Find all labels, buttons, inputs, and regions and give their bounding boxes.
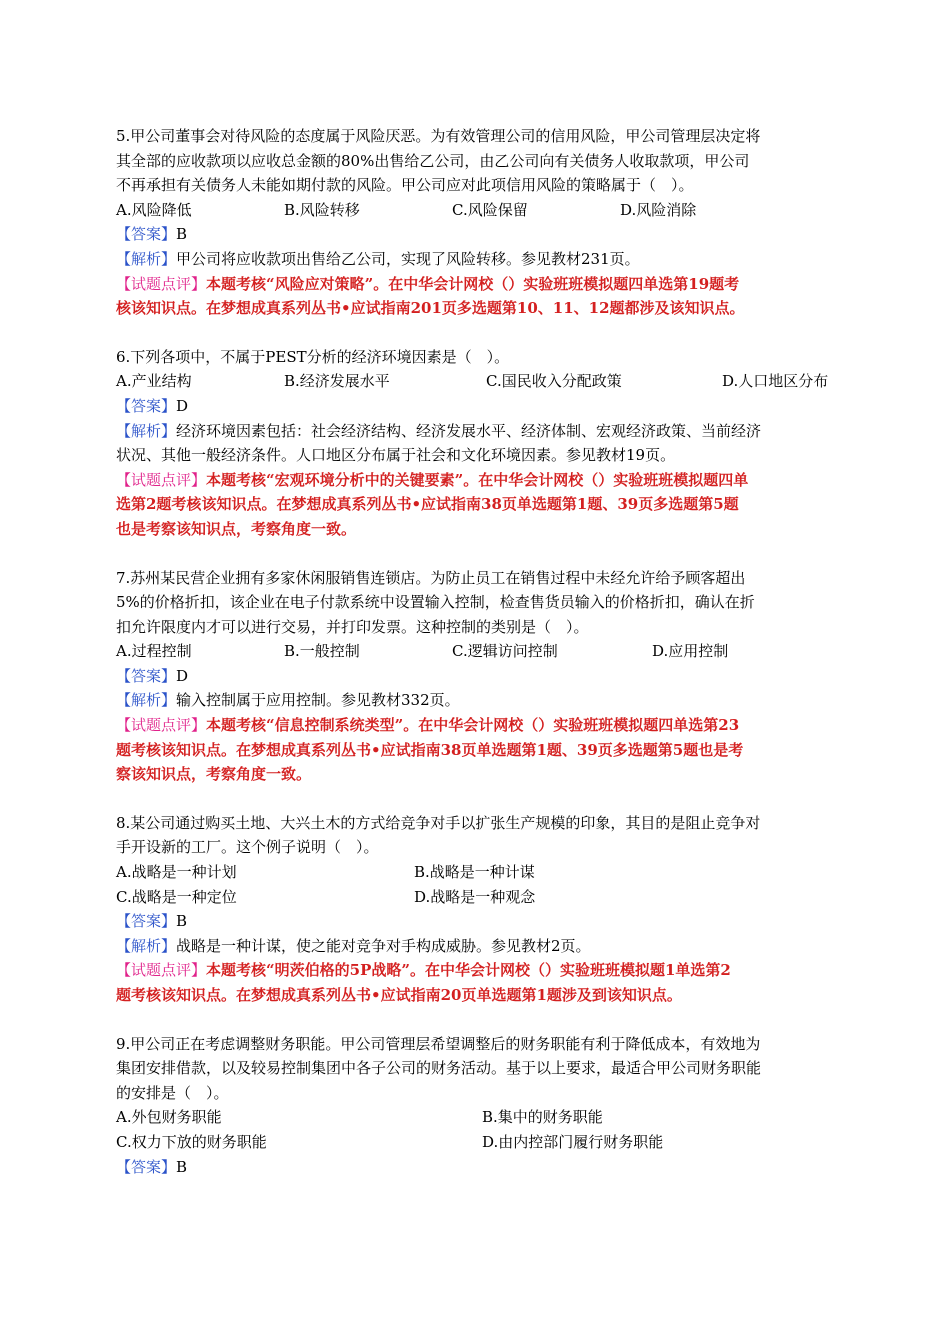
options-row bbox=[116, 369, 836, 394]
question-stem-line: 8.某公司通过购买土地、大兴土木的方式给竞争对手以扩张生产规模的印象，其目的是阻止竞争对 bbox=[116, 813, 761, 832]
comment-tag: 【试题点评】 bbox=[116, 716, 207, 735]
options-row bbox=[116, 860, 836, 885]
analysis-tag: 【解析】 bbox=[116, 249, 177, 268]
analysis-line bbox=[116, 419, 836, 444]
comment-text: 察该知识点，考察角度一致。 bbox=[116, 765, 312, 784]
question-stem-line: 7.苏州某民营企业拥有多家休闲服销售连锁店。为防止员工在销售过程中未经允许给予顾客超出 bbox=[116, 568, 746, 587]
answer-tag: 【答案】 bbox=[116, 666, 177, 685]
answer-line bbox=[116, 664, 836, 689]
options-row bbox=[116, 198, 836, 223]
option-d: D.应用控制 bbox=[652, 642, 729, 661]
answer-tag: 【答案】 bbox=[116, 225, 177, 244]
options-row bbox=[116, 1105, 836, 1130]
analysis-text: 战略是一种计谋，使之能对竞争对手构成威胁。参见教材2页。 bbox=[176, 936, 591, 955]
comment-text: 选第2题考核该知识点。在梦想成真系列丛书•应试指南38页单选题第1题、39页多选题第5题 bbox=[116, 495, 739, 514]
analysis-line bbox=[116, 688, 836, 713]
option-a: A.外包财务职能 bbox=[116, 1108, 222, 1127]
option-b: B.集中的财务职能 bbox=[482, 1108, 603, 1127]
question-5 bbox=[116, 124, 836, 321]
analysis-tag: 【解析】 bbox=[116, 691, 177, 710]
answer-value: B bbox=[176, 1157, 188, 1176]
options-row bbox=[116, 1130, 836, 1155]
answer-tag: 【答案】 bbox=[116, 396, 177, 415]
option-b: B.经济发展水平 bbox=[284, 372, 390, 391]
question-stem-line: 9.甲公司正在考虑调整财务职能。甲公司管理层希望调整后的财务职能有利于降低成本，有效地为 bbox=[116, 1034, 761, 1053]
comment-line bbox=[116, 713, 836, 738]
option-b: B.战略是一种计谋 bbox=[414, 863, 535, 882]
option-c: C.战略是一种定位 bbox=[116, 887, 237, 906]
options-row bbox=[116, 639, 836, 664]
question-stem-line: 的安排是（ ）。 bbox=[116, 1083, 229, 1102]
option-c: C.风险保留 bbox=[452, 200, 528, 219]
option-c: C.权力下放的财务职能 bbox=[116, 1132, 267, 1151]
option-d: D.人口地区分布 bbox=[722, 372, 829, 391]
comment-text: 本题考核“明茨伯格的5P战略”。在中华会计网校（）实验班班模拟题1单选第2 bbox=[206, 961, 731, 980]
question-stem-line: 不再承担有关债务人未能如期付款的风险。甲公司应对此项信用风险的策略属于（ ）。 bbox=[116, 176, 694, 195]
comment-text: 题考核该知识点。在梦想成真系列丛书•应试指南20页单选题第1题涉及到该知识点。 bbox=[116, 986, 682, 1004]
option-b: B.一般控制 bbox=[284, 642, 360, 661]
comment-tag: 【试题点评】 bbox=[116, 961, 207, 980]
analysis-text: 经济环境因素包括：社会经济结构、经济发展水平、经济体制、宏观经济政策、当前经济 bbox=[176, 421, 762, 440]
question-9 bbox=[116, 1032, 836, 1180]
answer-value: D bbox=[176, 666, 189, 685]
answer-value: D bbox=[176, 396, 189, 415]
option-a: A.风险降低 bbox=[116, 200, 192, 219]
answer-line bbox=[116, 1155, 836, 1180]
comment-text: 题考核该知识点。在梦想成真系列丛书•应试指南38页单选题第1题、39页多选题第5题也是考 bbox=[116, 740, 744, 759]
answer-line bbox=[116, 909, 836, 934]
analysis-line bbox=[116, 934, 836, 959]
comment-text: 核该知识点。在梦想成真系列丛书•应试指南201页多选题第10、11、12题都涉及该知识点。 bbox=[116, 299, 745, 318]
answer-line bbox=[116, 394, 836, 419]
answer-tag: 【答案】 bbox=[116, 912, 177, 931]
comment-tag: 【试题点评】 bbox=[116, 470, 207, 489]
analysis-text: 状况、其他一般经济条件。人口地区分布属于社会和文化环境因素。参见教材19页。 bbox=[116, 446, 676, 465]
options-row bbox=[116, 885, 836, 910]
analysis-text: 甲公司将应收款项出售给乙公司，实现了风险转移。参见教材231页。 bbox=[176, 249, 640, 268]
comment-line bbox=[116, 272, 836, 297]
option-d: D.战略是一种观念 bbox=[414, 887, 536, 906]
comment-line bbox=[116, 958, 836, 983]
option-a: A.过程控制 bbox=[116, 642, 192, 661]
analysis-tag: 【解析】 bbox=[116, 936, 177, 955]
answer-value: B bbox=[176, 912, 188, 931]
question-stem-line: 5.甲公司董事会对待风险的态度属于风险厌恶。为有效管理公司的信用风险，甲公司管理层决定将 bbox=[116, 127, 761, 145]
answer-value: B bbox=[176, 225, 188, 244]
option-d: D.风险消除 bbox=[620, 200, 697, 219]
comment-text: 本题考核“宏观环境分析中的关键要素”。在中华会计网校（）实验班班模拟题四单 bbox=[206, 470, 749, 489]
comment-text: 本题考核“风险应对策略”。在中华会计网校（）实验班班模拟题四单选第19题考 bbox=[206, 274, 740, 293]
option-c: C.国民收入分配政策 bbox=[486, 372, 622, 391]
comment-line bbox=[116, 468, 836, 493]
analysis-tag: 【解析】 bbox=[116, 421, 177, 440]
comment-text: 本题考核“信息控制系统类型”。在中华会计网校（）实验班班模拟题四单选第23 bbox=[206, 716, 740, 735]
question-8 bbox=[116, 811, 836, 1008]
answer-tag: 【答案】 bbox=[116, 1157, 177, 1176]
option-b: B.风险转移 bbox=[284, 200, 360, 219]
question-stem-line: 6.下列各项中，不属于PEST分析的经济环境因素是（ ）。 bbox=[116, 347, 510, 366]
option-d: D.由内控部门履行财务职能 bbox=[482, 1132, 664, 1151]
option-a: A.产业结构 bbox=[116, 372, 192, 391]
answer-line bbox=[116, 222, 836, 247]
question-6 bbox=[116, 345, 836, 542]
option-c: C.逻辑访问控制 bbox=[452, 642, 558, 661]
comment-text: 也是考察该知识点，考察角度一致。 bbox=[116, 519, 357, 538]
analysis-line bbox=[116, 247, 836, 272]
analysis-text: 输入控制属于应用控制。参见教材332页。 bbox=[176, 691, 460, 710]
question-stem-line: 其全部的应收款项以应收总金额的80%出售给乙公司，由乙公司向有关债务人收取款项，甲公司 bbox=[116, 151, 750, 170]
document-content bbox=[116, 124, 836, 1203]
question-stem-line: 集团安排借款，以及较易控制集团中各子公司的财务活动。基于以上要求，最适合甲公司财务职能 bbox=[116, 1059, 762, 1078]
question-stem-line: 手开设新的工厂。这个例子说明（ ）。 bbox=[116, 838, 379, 857]
question-7 bbox=[116, 566, 836, 787]
question-stem-line: 扣允许限度内才可以进行交易，并打印发票。这种控制的类别是（ ）。 bbox=[116, 617, 589, 636]
comment-tag: 【试题点评】 bbox=[116, 274, 207, 293]
option-a: A.战略是一种计划 bbox=[116, 863, 237, 882]
question-stem-line: 5%的价格折扣，该企业在电子付款系统中设置输入控制，检查售货员输入的价格折扣，确认在折 bbox=[116, 593, 755, 612]
